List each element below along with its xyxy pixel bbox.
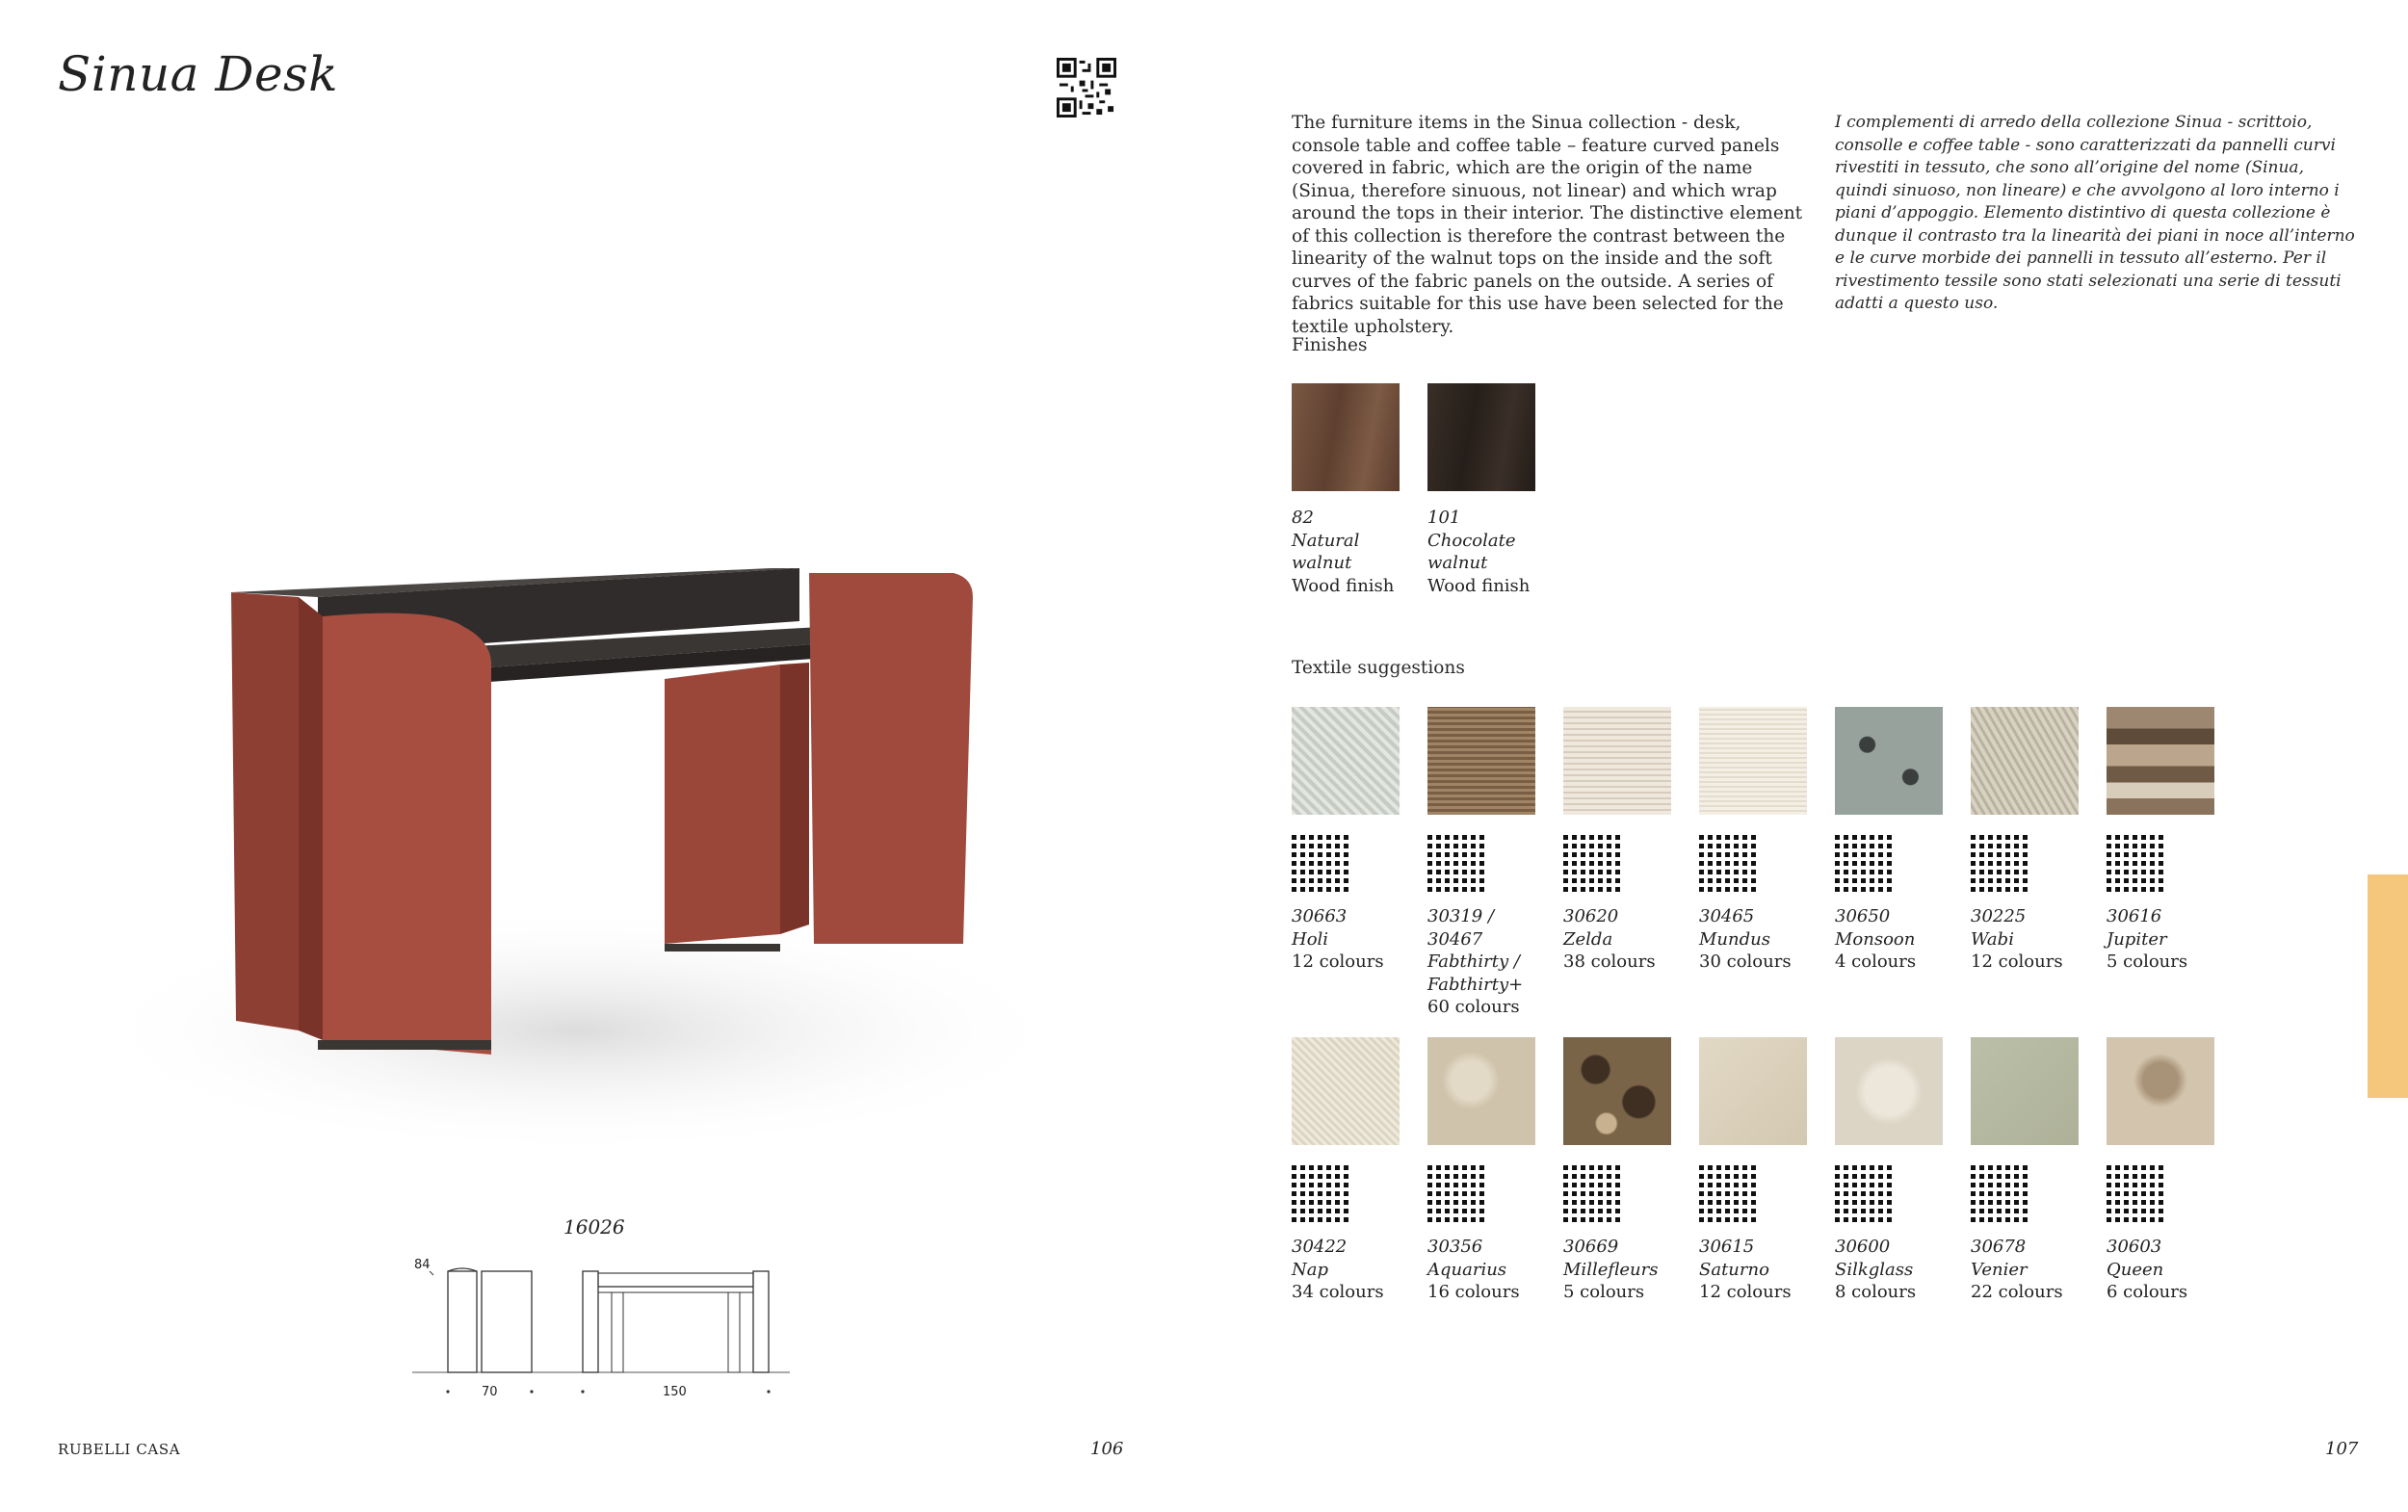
textile-swatch[interactable] bbox=[1427, 707, 1535, 815]
textile-swatch[interactable] bbox=[1971, 1037, 2079, 1145]
textile-name: Silkglass bbox=[1835, 1259, 1914, 1280]
textile-swatch[interactable] bbox=[1292, 1037, 1400, 1145]
finish-item[interactable] bbox=[1292, 383, 1400, 597]
textile-swatch[interactable] bbox=[2107, 1037, 2214, 1145]
finish-name: walnut bbox=[1427, 553, 1488, 573]
textile-name: Jupiter bbox=[2107, 928, 2167, 950]
textile-colours: 6 colours bbox=[2107, 1282, 2188, 1302]
finish-name: walnut bbox=[1292, 553, 1352, 573]
page-number-right: 107 bbox=[2325, 1439, 2359, 1459]
textile-swatch[interactable] bbox=[2107, 707, 2214, 815]
dimension-height: 84 bbox=[414, 1258, 431, 1272]
qr-code-icon[interactable] bbox=[1427, 832, 1487, 892]
textile-name: Venier bbox=[1971, 1259, 2028, 1280]
textile-colours: 34 colours bbox=[1292, 1282, 1384, 1302]
technical-drawing bbox=[405, 1252, 809, 1410]
qr-code-icon[interactable] bbox=[1563, 832, 1623, 892]
finish-swatch[interactable] bbox=[1427, 383, 1535, 491]
textile-code: 30356 bbox=[1427, 1237, 1483, 1257]
textile-item[interactable] bbox=[1427, 707, 1553, 1019]
description-italian: I complementi di arredo della collezione Sinua - scrittoio, consolle e coffee table - sono caratterizzati da pannelli curvi rivestiti in tessuto, che sono all’origine del nome (Sinua, quindi sinuoso, non lineare) e che avvolgono al loro interno i piani d’appoggio. Elemento distintivo di questa collezione è dunque il contrasto tra la linearità dei piani in noce all’interno e le curve morbide dei pannelli in tessuto all’esterno. Per il rivestimento tessile sono stati selezionati una serie di tessuti adatti a questo uso. bbox=[1835, 113, 2355, 313]
textile-name: Nap bbox=[1292, 1259, 1329, 1280]
textile-code: 30669 bbox=[1563, 1237, 1619, 1257]
textile-item[interactable] bbox=[1835, 1037, 1955, 1304]
textile-code: 30650 bbox=[1835, 906, 1891, 926]
qr-code-icon[interactable] bbox=[2107, 1162, 2166, 1222]
textile-code: 30319 / 30467 bbox=[1427, 906, 1495, 950]
textile-code: 30422 bbox=[1292, 1237, 1348, 1257]
finish-name: Natural bbox=[1292, 530, 1360, 551]
brand-footer: RUBELLI CASA bbox=[58, 1441, 181, 1458]
textile-item[interactable] bbox=[1427, 1037, 1548, 1304]
textile-colours: 4 colours bbox=[1835, 952, 1917, 972]
qr-code-icon[interactable] bbox=[1699, 832, 1759, 892]
page-number-left: 106 bbox=[1090, 1439, 1124, 1459]
textile-code: 30225 bbox=[1971, 906, 2027, 926]
textile-code: 30600 bbox=[1835, 1237, 1891, 1257]
textile-name: Aquarius bbox=[1427, 1259, 1507, 1280]
textile-swatch[interactable] bbox=[1971, 707, 2079, 815]
textile-colours: 16 colours bbox=[1427, 1282, 1520, 1302]
textile-swatch[interactable] bbox=[1835, 1037, 1943, 1145]
qr-code-icon[interactable] bbox=[1427, 1162, 1487, 1222]
textile-swatch[interactable] bbox=[1563, 1037, 1671, 1145]
textile-item[interactable] bbox=[2107, 1037, 2227, 1304]
textile-colours: 60 colours bbox=[1427, 997, 1520, 1017]
textile-swatch[interactable] bbox=[1699, 1037, 1807, 1145]
textile-item[interactable] bbox=[1563, 707, 1684, 974]
textile-name: Queen bbox=[2107, 1259, 2164, 1280]
textile-swatch[interactable] bbox=[1699, 707, 1807, 815]
textile-name: Fabthirty / bbox=[1427, 952, 1520, 972]
finish-code: 82 bbox=[1292, 508, 1314, 528]
textile-name: Millefleurs bbox=[1563, 1259, 1659, 1280]
textile-colours: 5 colours bbox=[1563, 1282, 1645, 1302]
textile-code: 30615 bbox=[1699, 1237, 1755, 1257]
page-title: Sinua Desk bbox=[58, 46, 338, 102]
textile-item[interactable] bbox=[1292, 1037, 1412, 1304]
textile-item[interactable] bbox=[1292, 707, 1412, 974]
finish-swatch[interactable] bbox=[1292, 383, 1400, 491]
qr-code-icon[interactable] bbox=[1057, 58, 1116, 121]
textile-item[interactable] bbox=[1971, 707, 2091, 974]
textile-swatch[interactable] bbox=[1835, 707, 1943, 815]
textile-code: 30663 bbox=[1292, 906, 1348, 926]
textile-item[interactable] bbox=[2107, 707, 2227, 974]
textile-colours: 12 colours bbox=[1971, 952, 2063, 972]
section-tab[interactable] bbox=[2368, 874, 2408, 1098]
textile-swatch[interactable] bbox=[1292, 707, 1400, 815]
textile-name: Holi bbox=[1292, 928, 1329, 950]
textile-swatch[interactable] bbox=[1427, 1037, 1535, 1145]
qr-code-icon[interactable] bbox=[1292, 1162, 1351, 1222]
textile-colours: 30 colours bbox=[1699, 952, 1792, 972]
textile-item[interactable] bbox=[1835, 707, 1955, 974]
textile-name: Saturno bbox=[1699, 1259, 1769, 1280]
textiles-heading: Textile suggestions bbox=[1292, 658, 1465, 678]
textile-name: Mundus bbox=[1699, 928, 1770, 950]
finishes-heading: Finishes bbox=[1292, 335, 1368, 355]
textile-colours: 22 colours bbox=[1971, 1282, 2063, 1302]
dimension-width: 150 bbox=[663, 1385, 687, 1399]
qr-code-icon[interactable] bbox=[1292, 832, 1351, 892]
qr-code-icon[interactable] bbox=[1971, 1162, 2030, 1222]
textile-item[interactable] bbox=[1971, 1037, 2091, 1304]
textile-name: Monsoon bbox=[1835, 928, 1916, 950]
finish-item[interactable] bbox=[1427, 383, 1535, 597]
textile-code: 30616 bbox=[2107, 906, 2162, 926]
textile-item[interactable] bbox=[1563, 1037, 1684, 1304]
description-english: The furniture items in the Sinua collection - desk, console table and coffee table – feature curved panels covered in fabric, which are the origin of the name (Sinua, therefore sinuous, not linear) and which wrap around the tops in their interior. The distinctive element of this collection is therefore the contrast between the linearity of the walnut tops on the inside and the soft curves of the fabric panels on the outside. A series of fabrics suitable for this use have been selected for the textile upholstery. bbox=[1292, 113, 1803, 337]
textile-name: Zelda bbox=[1563, 928, 1613, 950]
desk-image bbox=[39, 520, 1156, 1198]
textile-code: 30678 bbox=[1971, 1237, 2027, 1257]
dimension-depth: 70 bbox=[482, 1385, 498, 1399]
qr-code-icon[interactable] bbox=[1699, 1162, 1759, 1222]
textile-colours: 12 colours bbox=[1292, 952, 1384, 972]
qr-code-icon[interactable] bbox=[1563, 1162, 1623, 1222]
textile-colours: 8 colours bbox=[1835, 1282, 1917, 1302]
textile-code: 30603 bbox=[2107, 1237, 2162, 1257]
qr-code-icon[interactable] bbox=[1835, 832, 1895, 892]
textile-name: Wabi bbox=[1971, 928, 2014, 950]
qr-code-icon[interactable] bbox=[1971, 832, 2030, 892]
textile-name: Fabthirty+ bbox=[1427, 974, 1524, 995]
textile-colours: 12 colours bbox=[1699, 1282, 1792, 1302]
textile-code: 30620 bbox=[1563, 906, 1619, 926]
qr-code-icon[interactable] bbox=[1835, 1162, 1895, 1222]
finish-name: Chocolate bbox=[1427, 530, 1516, 551]
textile-swatch[interactable] bbox=[1563, 707, 1671, 815]
textile-item[interactable] bbox=[1699, 1037, 1819, 1304]
finish-code: 101 bbox=[1427, 508, 1461, 528]
textile-code: 30465 bbox=[1699, 906, 1755, 926]
qr-code-icon[interactable] bbox=[2107, 832, 2166, 892]
finish-type: Wood finish bbox=[1427, 575, 1531, 596]
textile-item[interactable] bbox=[1699, 707, 1819, 974]
drawing-code: 16026 bbox=[563, 1215, 625, 1238]
finish-type: Wood finish bbox=[1292, 575, 1395, 596]
textile-colours: 38 colours bbox=[1563, 952, 1656, 972]
textile-colours: 5 colours bbox=[2107, 952, 2188, 972]
